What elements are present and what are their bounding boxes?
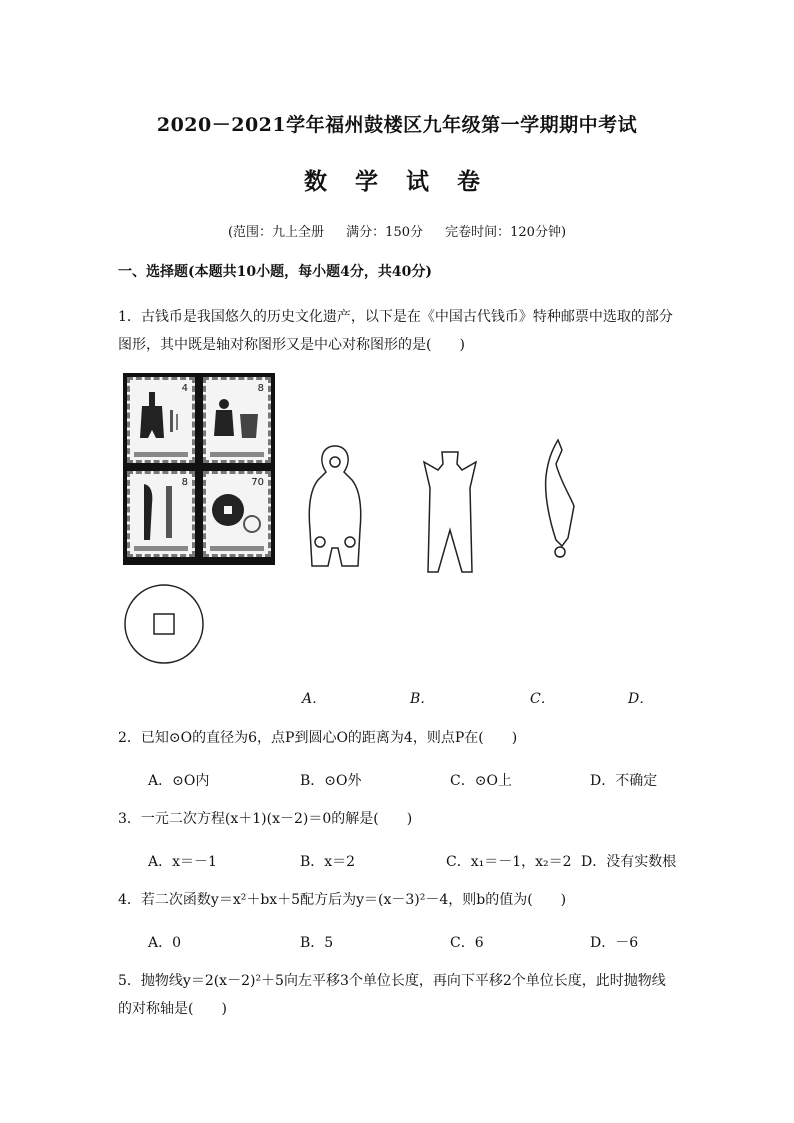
bridge-coin-icon (206, 380, 268, 460)
q3-option-c[interactable]: C．x₁＝－1，x₂＝2 (446, 854, 572, 870)
q2-option-d[interactable]: D．不确定 (590, 773, 658, 789)
q3-option-d[interactable]: D．没有实数根 (581, 854, 677, 870)
hollow-spade-outline-figure (410, 448, 490, 578)
q3-stem: 3．一元二次方程(x＋1)(x－2)＝0的解是( ) (118, 811, 413, 827)
stamp-round-coin: 70 (203, 471, 271, 557)
q2-stem: 2．已知⊙O的直径为6，点P到圆心O的距离为4，则点P在( ) (118, 730, 518, 746)
q3-option-b[interactable]: B．x＝2 (300, 854, 356, 870)
q4-option-b[interactable]: B．5 (300, 935, 334, 951)
round-coin-outline-figure (121, 583, 207, 665)
q4-option-d[interactable]: D．－6 (590, 935, 639, 951)
q4-option-a[interactable]: A．0 (148, 935, 182, 951)
stamp-spade-coin: 4 (127, 377, 195, 463)
q1-option-b[interactable]: B． (410, 691, 435, 707)
q2-option-a[interactable]: A．⊙O内 (148, 773, 210, 789)
q1-option-c[interactable]: C． (530, 691, 555, 707)
q2-option-c[interactable]: C．⊙O上 (450, 773, 512, 789)
exam-full-score: 满分：150分 (346, 225, 423, 240)
knife-coin-outline-figure (530, 436, 590, 566)
q1-stem-line1: 1．古钱币是我国悠久的历史文化遗产，以下是在《中国古代钱币》特种邮票中选取的部分 (118, 309, 673, 325)
exam-info (0, 221, 794, 240)
q1-stem-line2: 图形，其中既是轴对称图形又是中心对称图形的是( ) (118, 337, 465, 353)
knife-coin-icon (130, 474, 192, 554)
q1-option-a[interactable]: A． (302, 691, 327, 707)
stamp-knife-coin: 8 (127, 471, 195, 557)
stamp-bridge-coin: 8 (203, 377, 271, 463)
exam-scope: (范围：九上全册 (227, 225, 325, 240)
q5-stem-line2: 的对称轴是( ) (118, 1001, 227, 1017)
spade-coin-outline-figure (290, 438, 380, 578)
coin-stamps-image (123, 373, 275, 565)
spade-coin-icon (130, 380, 192, 460)
q2-option-b[interactable]: B．⊙O外 (300, 773, 362, 789)
q5-stem-line1: 5．抛物线y＝2(x－2)²＋5向左平移3个单位长度，再向下平移2个单位长度，此时抛物线 (118, 973, 666, 989)
exam-time: 完卷时间：120分钟) (445, 225, 567, 240)
q1-option-d[interactable]: D． (628, 691, 654, 707)
exam-title: 2020－2021学年福州鼓楼区九年级第一学期期中考试 (156, 114, 638, 136)
round-coin-icon (206, 474, 268, 554)
section-heading: 一、选择题(本题共10小题，每小题4分，共40分) (118, 264, 432, 280)
q3-option-a[interactable]: A．x＝－1 (148, 854, 217, 870)
q4-stem: 4．若二次函数y＝x²＋bx＋5配方后为y＝(x－3)²－4，则b的值为( ) (118, 892, 567, 908)
q4-option-c[interactable]: C．6 (450, 935, 484, 951)
exam-subtitle: 数 学 试 卷 (303, 168, 491, 195)
